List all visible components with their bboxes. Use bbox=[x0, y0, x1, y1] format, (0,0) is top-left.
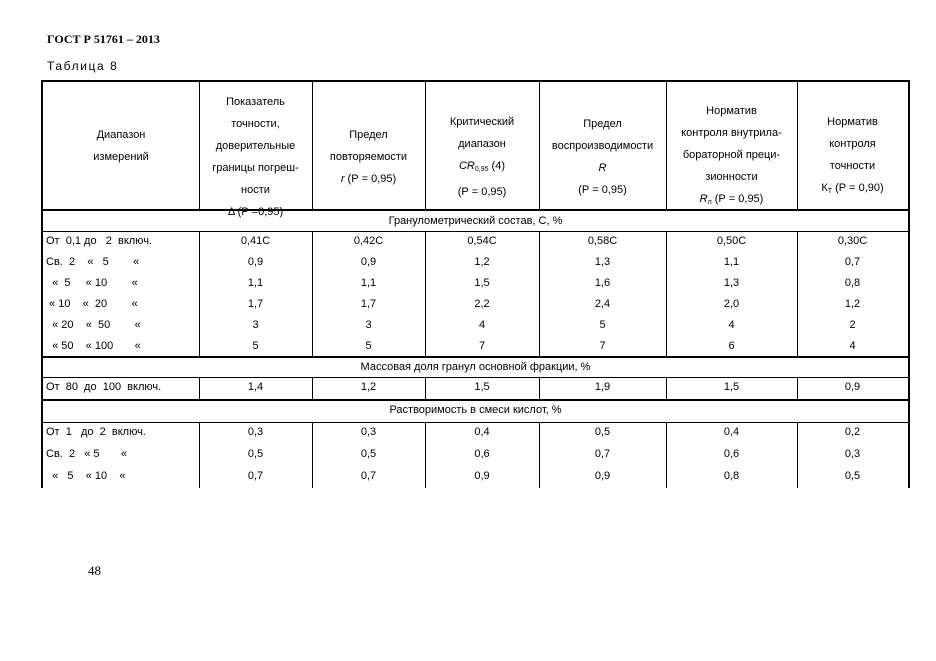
value-cell: 1,2 bbox=[844, 298, 861, 310]
value-cell: 1,1 bbox=[723, 256, 740, 268]
table-caption: Таблица 8 bbox=[47, 59, 119, 73]
col-header-accuracy-control: Норматив контроля точности $К_Т$ (Р = 0,90) bbox=[821, 115, 884, 195]
document-standard-header: ГОСТ Р 51761 – 2013 bbox=[47, 32, 160, 46]
section-title-main-fraction: Массовая доля гранул основной фракции, % bbox=[360, 361, 591, 373]
range-cell: « 5 « 10 « bbox=[46, 470, 126, 482]
value-cell: 0,5 bbox=[247, 448, 264, 460]
value-cell: 0,4 bbox=[723, 426, 740, 438]
value-cell: 1,6 bbox=[594, 277, 611, 289]
value-cell: 5 bbox=[365, 340, 372, 352]
value-cell: 0,9 bbox=[594, 470, 611, 482]
range-cell: « 20 « 50 « bbox=[46, 319, 141, 331]
range-cell: « 10 « 20 « bbox=[46, 298, 138, 310]
value-cell: 0,4 bbox=[474, 426, 490, 438]
col-header-reproducibility: Предел воспроизводимости R (Р = 0,95) bbox=[551, 117, 654, 196]
col-header-intralab-precision: Норматив контроля внутрила- бораторной преци- зионности $R_л$ (Р = 0,95) bbox=[681, 104, 782, 206]
value-cell: 0,8 bbox=[723, 470, 740, 482]
value-cell: 0,9 bbox=[247, 256, 264, 268]
value-cell: 3 bbox=[365, 319, 372, 331]
value-cell: 4 bbox=[728, 319, 735, 331]
value-cell: 5 bbox=[252, 340, 259, 352]
value-cell: 1,1 bbox=[247, 277, 264, 289]
page-number: 48 bbox=[88, 563, 101, 578]
value-cell: 1,9 bbox=[594, 381, 611, 393]
value-cell: 0,5 bbox=[594, 426, 611, 438]
value-cell: 0,3 bbox=[844, 448, 861, 460]
value-cell: 0,41С bbox=[240, 235, 271, 247]
value-cell: 2,0 bbox=[723, 298, 740, 310]
col-header-range-text: Диапазон измерений bbox=[93, 128, 149, 163]
value-cell: 1,7 bbox=[247, 298, 264, 310]
section-title-granulometry: Гранулометрический состав, С, % bbox=[388, 215, 563, 227]
data-table bbox=[41, 80, 910, 488]
value-cell: 7 bbox=[478, 340, 486, 352]
col-header-critical-range: Критический диапазон $CR_{0,95}$ (4) (Р = 0,95) bbox=[449, 115, 515, 198]
value-cell: 1,5 bbox=[723, 381, 740, 393]
range-cell: Св. 2 « 5 « bbox=[46, 256, 140, 268]
value-cell: 7 bbox=[599, 340, 606, 352]
value-cell: 0,7 bbox=[594, 448, 611, 460]
range-cell: От 0,1 до 2 включ. bbox=[46, 235, 152, 247]
value-cell: 0,2 bbox=[844, 426, 861, 438]
value-cell: 5 bbox=[599, 319, 606, 331]
range-cell: Св. 2 « 5 « bbox=[46, 448, 128, 460]
value-cell: 1,4 bbox=[247, 381, 264, 393]
col-header-repeatability: Предел повторяемости r (Р = 0,95) bbox=[329, 128, 408, 185]
value-cell: 0,58С bbox=[587, 235, 618, 247]
value-cell: 0,50С bbox=[716, 235, 747, 247]
value-cell: 0,3 bbox=[247, 426, 264, 438]
col-header-range bbox=[43, 82, 199, 209]
value-cell: 0,6 bbox=[723, 448, 740, 460]
value-cell: 0,7 bbox=[360, 470, 377, 482]
range-cell: « 5 « 10 « bbox=[46, 277, 138, 289]
value-cell: 0,5 bbox=[360, 448, 377, 460]
value-cell: 1,2 bbox=[360, 381, 377, 393]
value-cell: 0,5 bbox=[844, 470, 861, 482]
value-cell: 0,9 bbox=[844, 381, 861, 393]
range-cell: « 50 « 100 « bbox=[46, 340, 141, 352]
value-cell: 1,3 bbox=[594, 256, 611, 268]
value-cell: 0,7 bbox=[844, 256, 861, 268]
value-cell: 2,2 bbox=[474, 298, 490, 310]
range-cell: От 80 до 100 включ. bbox=[46, 381, 162, 393]
value-cell: 3 bbox=[252, 319, 259, 331]
value-cell: 0,54С bbox=[467, 235, 497, 247]
value-cell: 0,7 bbox=[247, 470, 264, 482]
value-cell: 0,6 bbox=[474, 448, 490, 460]
value-cell: 4 bbox=[849, 340, 856, 352]
section-title-acid-solubility: Растворимость в смеси кислот, % bbox=[389, 404, 562, 416]
value-cell: 0,9 bbox=[474, 470, 490, 482]
col-header-accuracy: Показатель точности, доверительные границы погреш- ности Δ (Р =0,95) bbox=[212, 95, 299, 218]
value-cell: 0,42С bbox=[353, 235, 384, 247]
value-cell: 4 bbox=[478, 319, 486, 331]
value-cell: 2 bbox=[849, 319, 856, 331]
value-cell: 1,1 bbox=[360, 277, 377, 289]
value-cell: 0,3 bbox=[360, 426, 377, 438]
value-cell: 0,8 bbox=[844, 277, 861, 289]
value-cell: 1,5 bbox=[474, 277, 490, 289]
value-cell: 0,30С bbox=[837, 235, 868, 247]
table-right-border bbox=[908, 80, 910, 488]
value-cell: 2,4 bbox=[594, 298, 611, 310]
range-cell: От 1 до 2 включ. bbox=[46, 426, 146, 438]
value-cell: 1,5 bbox=[474, 381, 490, 393]
value-cell: 1,3 bbox=[723, 277, 740, 289]
value-cell: 1,7 bbox=[360, 298, 377, 310]
value-cell: 1,2 bbox=[474, 256, 490, 268]
value-cell: 6 bbox=[728, 340, 735, 352]
value-cell: 0,9 bbox=[360, 256, 377, 268]
